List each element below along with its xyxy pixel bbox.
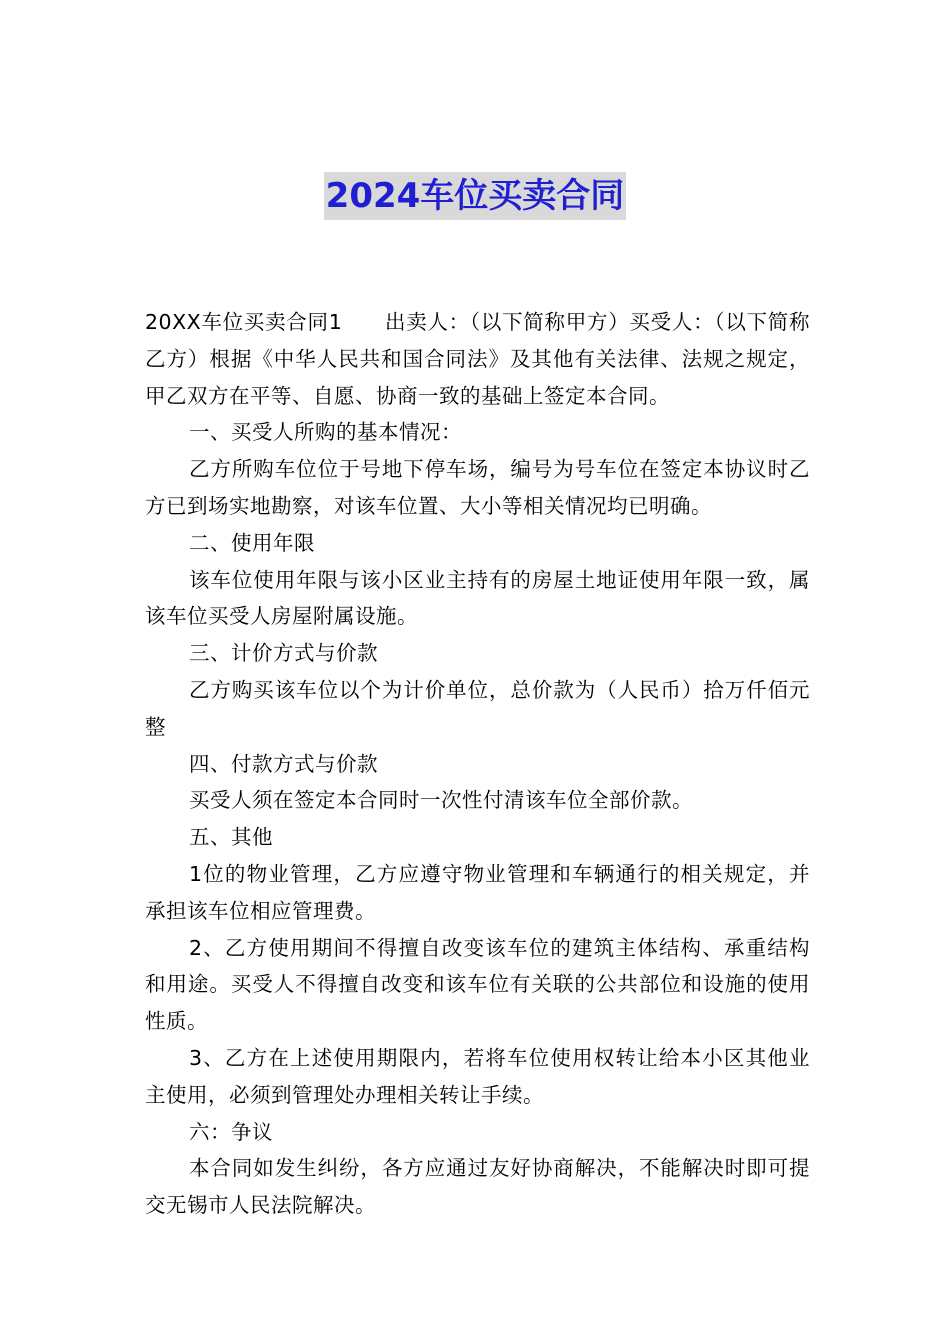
section-heading-1: 一、买受人所购的基本情况： <box>189 420 462 445</box>
document-body <box>145 304 810 1224</box>
section-heading-6: 六：争议 <box>189 1119 273 1144</box>
title-container <box>0 172 950 220</box>
paragraph-2: 该车位使用年限与该小区业主持有的房屋土地证使用年限一致，属该车位买受人房屋附属设施。 <box>145 567 810 629</box>
section-heading-2: 二、使用年限 <box>189 530 315 555</box>
section-heading-5: 五、其他 <box>189 825 273 850</box>
paragraph-5-item-1: 1位的物业管理，乙方应遵守物业管理和车辆通行的相关规定，并承担该车位相应管理费。 <box>145 861 810 923</box>
section-heading-3: 三、计价方式与价款 <box>189 641 378 666</box>
paragraph-6: 本合同如发生纠纷，各方应通过友好协商解决，不能解决时即可提交无锡市人民法院解决。 <box>145 1156 810 1218</box>
section-heading-4: 四、付款方式与价款 <box>189 751 378 776</box>
paragraph-5-item-3: 3、乙方在上述使用期限内，若将车位使用权转让给本小区其他业主使用，必须到管理处办理相关转让手续。 <box>145 1045 810 1107</box>
paragraph-intro: 20XX车位买卖合同1 出卖人：（以下简称甲方）买受人：（以下简称乙方）根据《中华人民共和国合同法》及其他有关法律、法规之规定，甲乙双方在平等、自愿、协商一致的基础上签定本合同。 <box>145 310 810 408</box>
paragraph-3: 乙方购买该车位以个为计价单位，总价款为（人民币）拾万仟佰元整 <box>145 677 810 739</box>
paragraph-4: 买受人须在签定本合同时一次性付清该车位全部价款。 <box>189 788 693 813</box>
paragraph-1: 乙方所购车位位于号地下停车场，编号为号车位在签定本协议时乙方已到场实地勘察，对该车位置、大小等相关情况均已明确。 <box>145 457 810 518</box>
document-title: 2024车位买卖合同 <box>324 172 627 220</box>
paragraph-5-item-2: 2、乙方使用期间不得擅自改变该车位的建筑主体结构、承重结构和用途。买受人不得擅自改变和该车位有关联的公共部位和设施的使用性质。 <box>145 935 810 1034</box>
